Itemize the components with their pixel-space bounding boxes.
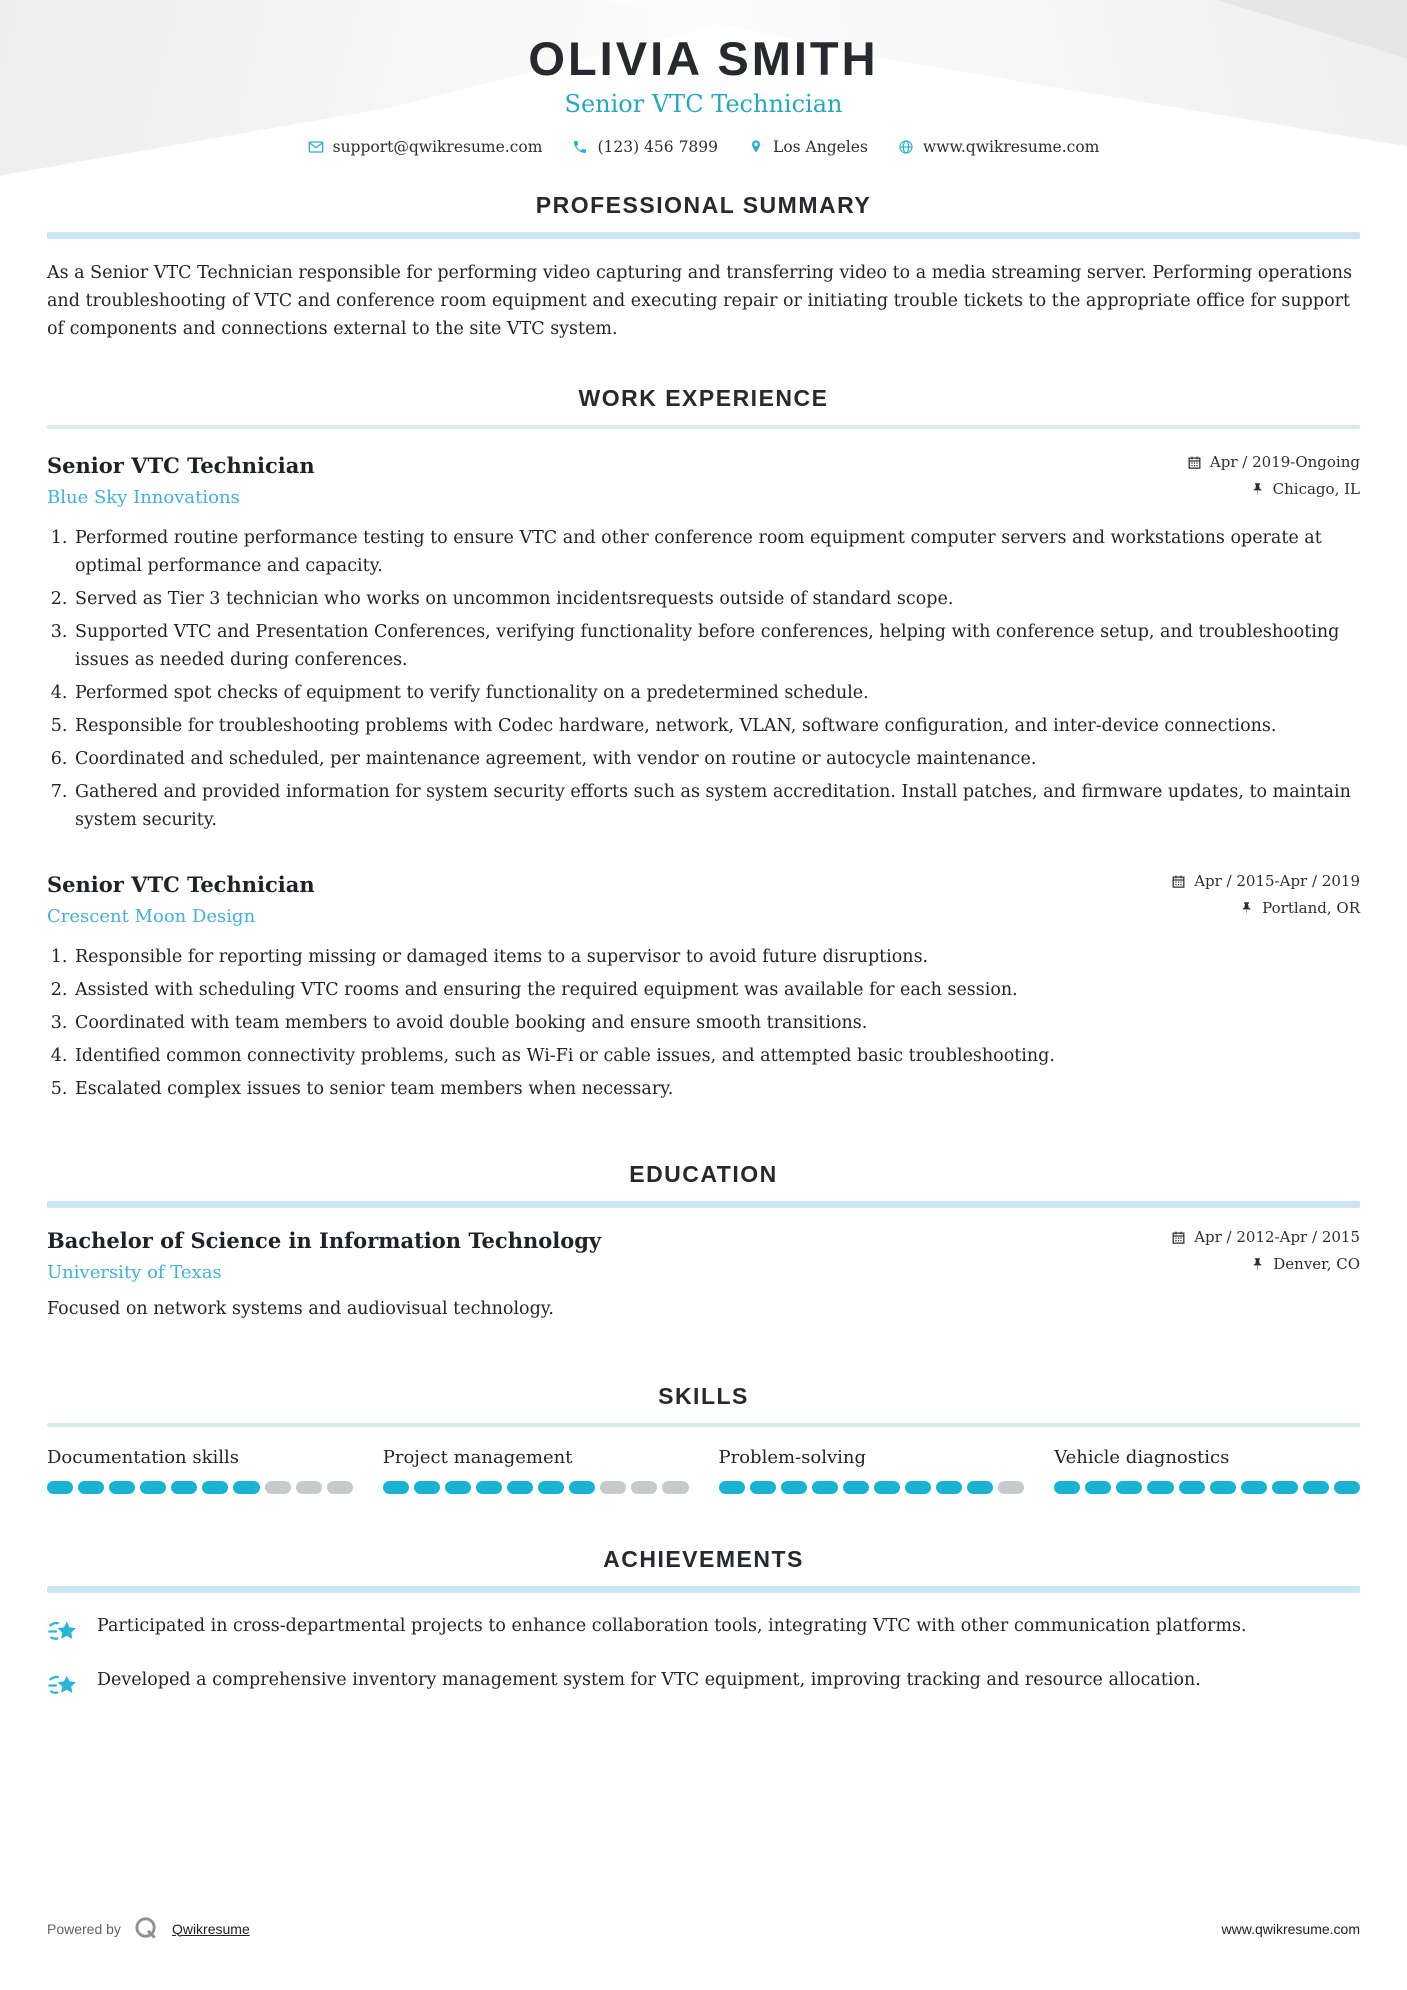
pin-icon (1250, 1257, 1265, 1272)
qwikresume-logo-icon (133, 1915, 160, 1942)
skill-bar-segment (1116, 1481, 1142, 1494)
skill-bar-segment (1241, 1481, 1267, 1494)
skill-bar-segment (109, 1481, 135, 1494)
candidate-title: Senior VTC Technician (564, 90, 843, 119)
job-bullet: 2. Served as Tier 3 technician who works on uncommon incidentsrequests outside of standard scope. (73, 585, 1360, 613)
achievement-text: Participated in cross-departmental projects to enhance collaboration tools, integrating VTC with other communication platforms. (97, 1616, 1247, 1637)
job-bullet: 1. Performed routine performance testing to ensure VTC and other conference room equipment computer servers and workstations operate at optimal performance and capacity. (73, 524, 1360, 580)
summary-text: As a Senior VTC Technician responsible for performing video capturing and transferring video to a media streaming server. Performing operations and troubleshooting of VTC and conference room equipment and executing repair or initiating trouble tickets to the appropriate office for support of components and connections external to the site VTC system. (47, 263, 1353, 340)
skill-bar-segment (1303, 1481, 1329, 1494)
job-bullet: 3. Coordinated with team members to avoid double booking and ensure smooth transitions. (73, 1009, 1360, 1037)
contact-website (898, 138, 1099, 156)
skill-bar-segment (233, 1481, 259, 1494)
calendar-icon (1171, 874, 1186, 889)
skill-bar-segment (1210, 1481, 1236, 1494)
skill-bar-segment (1085, 1481, 1111, 1494)
job-dates: Apr / 2015-Apr / 2019 (1194, 872, 1360, 891)
job-bullet-list (47, 943, 1360, 1103)
section-work-experience (47, 385, 1360, 1103)
achievements-heading: ACHIEVEMENTS (603, 1546, 804, 1573)
candidate-name: OLIVIA SMITH (528, 32, 879, 85)
section-divider (47, 425, 1360, 429)
skill-name: Vehicle diagnostics (1054, 1447, 1230, 1469)
skill-bar-segment (171, 1481, 197, 1494)
skill-bar-segment (445, 1481, 471, 1494)
contact-location-text: Los Angeles (773, 138, 868, 157)
qwikresume-brand-link[interactable]: Qwikresume (171, 1920, 250, 1937)
contact-location (748, 138, 868, 156)
skills-heading: SKILLS (658, 1383, 749, 1410)
section-skills (47, 1383, 1360, 1494)
skill-bar-segment (998, 1481, 1024, 1494)
footer-website: www.qwikresume.com (1221, 1920, 1360, 1937)
skill-item (1054, 1447, 1360, 1494)
skill-bar-segment (905, 1481, 931, 1494)
job-company: Crescent Moon Design (47, 906, 256, 928)
section-achievements (47, 1546, 1360, 1701)
skill-bar-segment (750, 1481, 776, 1494)
job-bullet: 7. Gathered and provided information for system security efforts such as system accreditation. Install patches, and firmware updates, to maintain system security. (73, 778, 1360, 834)
pin-icon (1239, 901, 1254, 916)
skill-bar-segment (631, 1481, 657, 1494)
education-dates: Apr / 2012-Apr / 2015 (1194, 1228, 1360, 1247)
skill-bar-segment (1272, 1481, 1298, 1494)
skill-bar-segment (47, 1481, 73, 1494)
calendar-icon (1187, 455, 1202, 470)
skill-bar-segment (1054, 1481, 1080, 1494)
skill-bar-segment (812, 1481, 838, 1494)
skill-bar-segment (843, 1481, 869, 1494)
achievement-item (47, 1613, 1360, 1647)
job-bullet: 5. Responsible for troubleshooting problems with Codec hardware, network, VLAN, software configuration, and inter-device connections. (73, 712, 1360, 740)
job-bullet: 4. Identified common connectivity problems, such as Wi-Fi or cable issues, and attempted basic troubleshooting. (73, 1042, 1360, 1070)
job-bullet: 5. Escalated complex issues to senior team members when necessary. (73, 1075, 1360, 1103)
shooting-star-icon (47, 1669, 79, 1701)
job-bullet: 6. Coordinated and scheduled, per maintenance agreement, with vendor on routine or autocycle maintenance. (73, 745, 1360, 773)
education-description: Focused on network systems and audiovisual technology. (47, 1299, 554, 1320)
section-divider (47, 1586, 1360, 1593)
skill-bar-segment (414, 1481, 440, 1494)
skill-item (719, 1447, 1025, 1494)
skill-item (383, 1447, 689, 1494)
achievement-item (47, 1667, 1360, 1701)
skill-name: Problem-solving (718, 1447, 867, 1469)
job-bullet-list (47, 524, 1360, 834)
school-name: University of Texas (47, 1262, 222, 1284)
section-professional-summary (47, 192, 1360, 343)
skill-name: Documentation skills (47, 1447, 240, 1469)
job-title: Senior VTC Technician (47, 453, 315, 479)
education-heading: EDUCATION (629, 1161, 778, 1188)
skill-bar-segment (781, 1481, 807, 1494)
page-footer (47, 1915, 1360, 1942)
job-company: Blue Sky Innovations (47, 487, 240, 509)
skill-bar (383, 1481, 689, 1494)
contact-website-text: www.qwikresume.com (922, 138, 1100, 157)
skill-bar-segment (476, 1481, 502, 1494)
contact-email (308, 138, 543, 156)
skill-bar-segment (1334, 1481, 1360, 1494)
phone-icon (572, 139, 588, 155)
calendar-icon (1171, 1230, 1186, 1245)
skill-bar-segment (538, 1481, 564, 1494)
section-divider (47, 232, 1360, 239)
contact-email-text: support@qwikresume.com (332, 138, 543, 157)
job-location: Chicago, IL (1272, 480, 1360, 499)
globe-icon (898, 139, 914, 155)
skill-bar-segment (327, 1481, 353, 1494)
job-location: Portland, OR (1262, 899, 1360, 918)
skill-bar-segment (936, 1481, 962, 1494)
skills-grid (47, 1447, 1360, 1494)
skill-bar-segment (719, 1481, 745, 1494)
degree-title: Bachelor of Science in Information Technology (47, 1228, 602, 1254)
education-location: Denver, CO (1273, 1255, 1360, 1274)
contact-phone-text: (123) 456 7899 (597, 138, 719, 157)
skill-bar-segment (1147, 1481, 1173, 1494)
skill-item (47, 1447, 353, 1494)
job-bullet: 2. Assisted with scheduling VTC rooms and ensuring the required equipment was available for each session. (73, 976, 1360, 1004)
email-icon (308, 139, 324, 155)
skill-bar-segment (874, 1481, 900, 1494)
job-entry (47, 453, 1360, 834)
skill-bar (719, 1481, 1025, 1494)
summary-heading: PROFESSIONAL SUMMARY (535, 192, 872, 219)
skill-name: Project management (382, 1447, 573, 1469)
skill-bar-segment (78, 1481, 104, 1494)
job-bullet: 3. Supported VTC and Presentation Conferences, verifying functionality before conferences, helping with conference setup, and troubleshooting issues as needed during conferences. (73, 618, 1360, 674)
skill-bar-segment (1179, 1481, 1205, 1494)
skill-bar-segment (265, 1481, 291, 1494)
skill-bar (1054, 1481, 1360, 1494)
skill-bar-segment (383, 1481, 409, 1494)
skill-bar-segment (202, 1481, 228, 1494)
skill-bar-segment (600, 1481, 626, 1494)
job-dates: Apr / 2019-Ongoing (1209, 453, 1360, 472)
skill-bar-segment (967, 1481, 993, 1494)
powered-by-label: Powered by (47, 1920, 121, 1937)
skill-bar-segment (296, 1481, 322, 1494)
location-icon (748, 139, 764, 155)
resume-header (47, 0, 1360, 156)
section-divider (47, 1201, 1360, 1208)
section-education (47, 1161, 1360, 1319)
shooting-star-icon (47, 1615, 79, 1647)
skill-bar-segment (569, 1481, 595, 1494)
achievement-text: Developed a comprehensive inventory management system for VTC equipment, improving tracking and resource allocation. (97, 1670, 1201, 1691)
job-title: Senior VTC Technician (47, 872, 315, 898)
skill-bar (47, 1481, 353, 1494)
education-entry (47, 1228, 1360, 1319)
contact-row (47, 138, 1360, 156)
skill-bar-segment (507, 1481, 533, 1494)
job-bullet: 1. Responsible for reporting missing or damaged items to a supervisor to avoid future disruptions. (73, 943, 1360, 971)
job-entry (47, 872, 1360, 1103)
contact-phone (572, 138, 718, 156)
job-bullet: 4. Performed spot checks of equipment to verify functionality on a predetermined schedule. (73, 679, 1360, 707)
work-heading: WORK EXPERIENCE (578, 385, 829, 412)
skill-bar-segment (140, 1481, 166, 1494)
skill-bar-segment (662, 1481, 688, 1494)
pin-icon (1250, 482, 1265, 497)
section-divider (47, 1423, 1360, 1427)
